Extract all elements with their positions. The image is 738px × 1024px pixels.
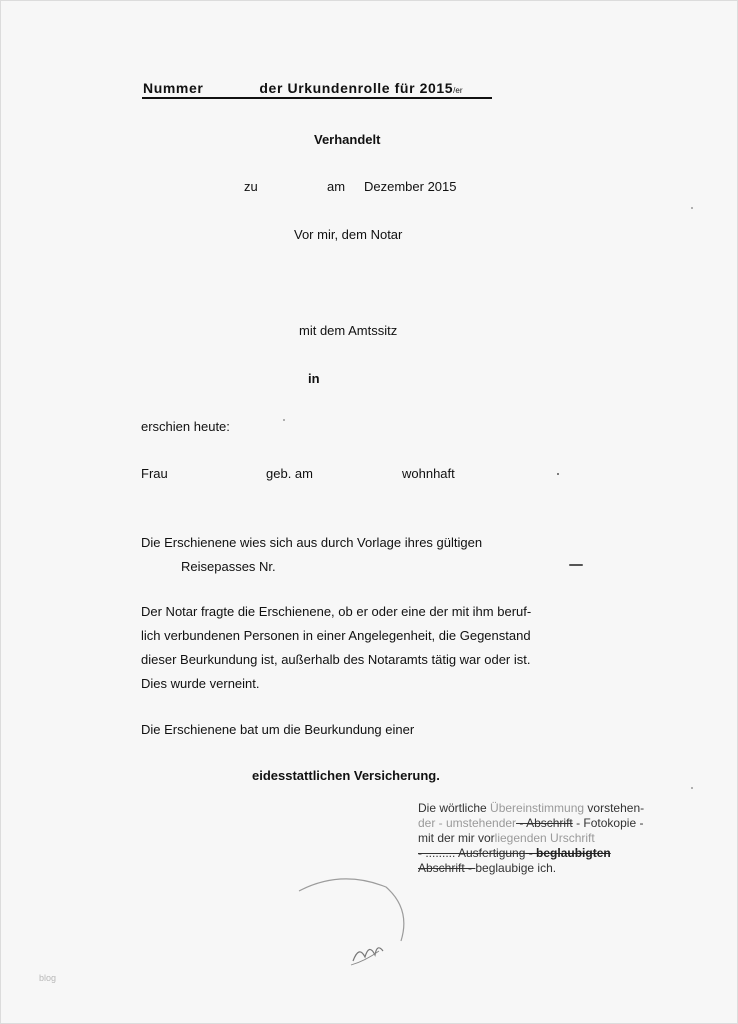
in-line: in	[308, 371, 320, 386]
question-line-1: Der Notar fragte die Erschienene, ob er oder eine der mit ihm beruf-	[141, 604, 532, 619]
heading-underline	[142, 97, 492, 99]
person-title: Frau	[141, 466, 168, 481]
cert-line-3: mit der mir vorliegenden Urschrift	[418, 831, 595, 845]
residence-label: wohnhaft	[402, 466, 455, 481]
question-line-4: Dies wurde verneint.	[141, 676, 260, 691]
cert-line-2: der - umstehender - Abschrift - Fotokopie -	[418, 816, 644, 830]
watermark-text: blog	[39, 973, 57, 983]
birth-date-label: geb. am	[266, 466, 313, 481]
cert-line-1: Die wörtliche Übereinstimmung vorstehen-	[418, 801, 645, 815]
scan-speck	[691, 207, 693, 209]
cert-line-4: - ......... Ausfertigung - beglaubigten	[418, 846, 611, 860]
scan-speck	[283, 419, 285, 421]
place-label: zu	[244, 179, 258, 194]
document-title: Verhandelt	[314, 132, 381, 147]
appeared-line: erschien heute:	[141, 419, 230, 434]
date-label: am	[327, 179, 346, 194]
cert-line-5: Abschrift - beglaubige ich.	[418, 861, 557, 875]
request-line: Die Erschienene bat um die Beurkundung einer	[141, 722, 415, 737]
heading-nummer: Nummer	[143, 80, 204, 96]
scan-speck	[569, 564, 583, 566]
seat-line: mit dem Amtssitz	[299, 323, 398, 338]
notary-line: Vor mir, dem Notar	[294, 227, 403, 242]
heading-superscript: /er	[453, 86, 463, 95]
identification-line-2: Reisepasses Nr.	[181, 559, 276, 574]
roll-number-heading	[143, 81, 463, 95]
question-line-2: lich verbundenen Personen in einer Angelegenheit, die Gegenstand	[141, 628, 531, 643]
heading-urkundenrolle: der Urkundenrolle für 2015	[259, 80, 454, 96]
faded-seal-signature	[281, 869, 421, 979]
question-line-3: dieser Beurkundung ist, außerhalb des Notaramts tätig war oder ist.	[141, 652, 531, 667]
notary-question-paragraph	[141, 600, 591, 696]
declaration-title: eidesstattlichen Versicherung.	[252, 768, 440, 783]
certification-stamp-text	[418, 801, 688, 876]
date-value: Dezember 2015	[364, 179, 457, 194]
identification-paragraph	[141, 531, 591, 579]
scan-speck	[557, 473, 559, 475]
identification-line-1: Die Erschienene wies sich aus durch Vorlage ihres gültigen	[141, 535, 483, 550]
scan-speck	[691, 787, 693, 789]
